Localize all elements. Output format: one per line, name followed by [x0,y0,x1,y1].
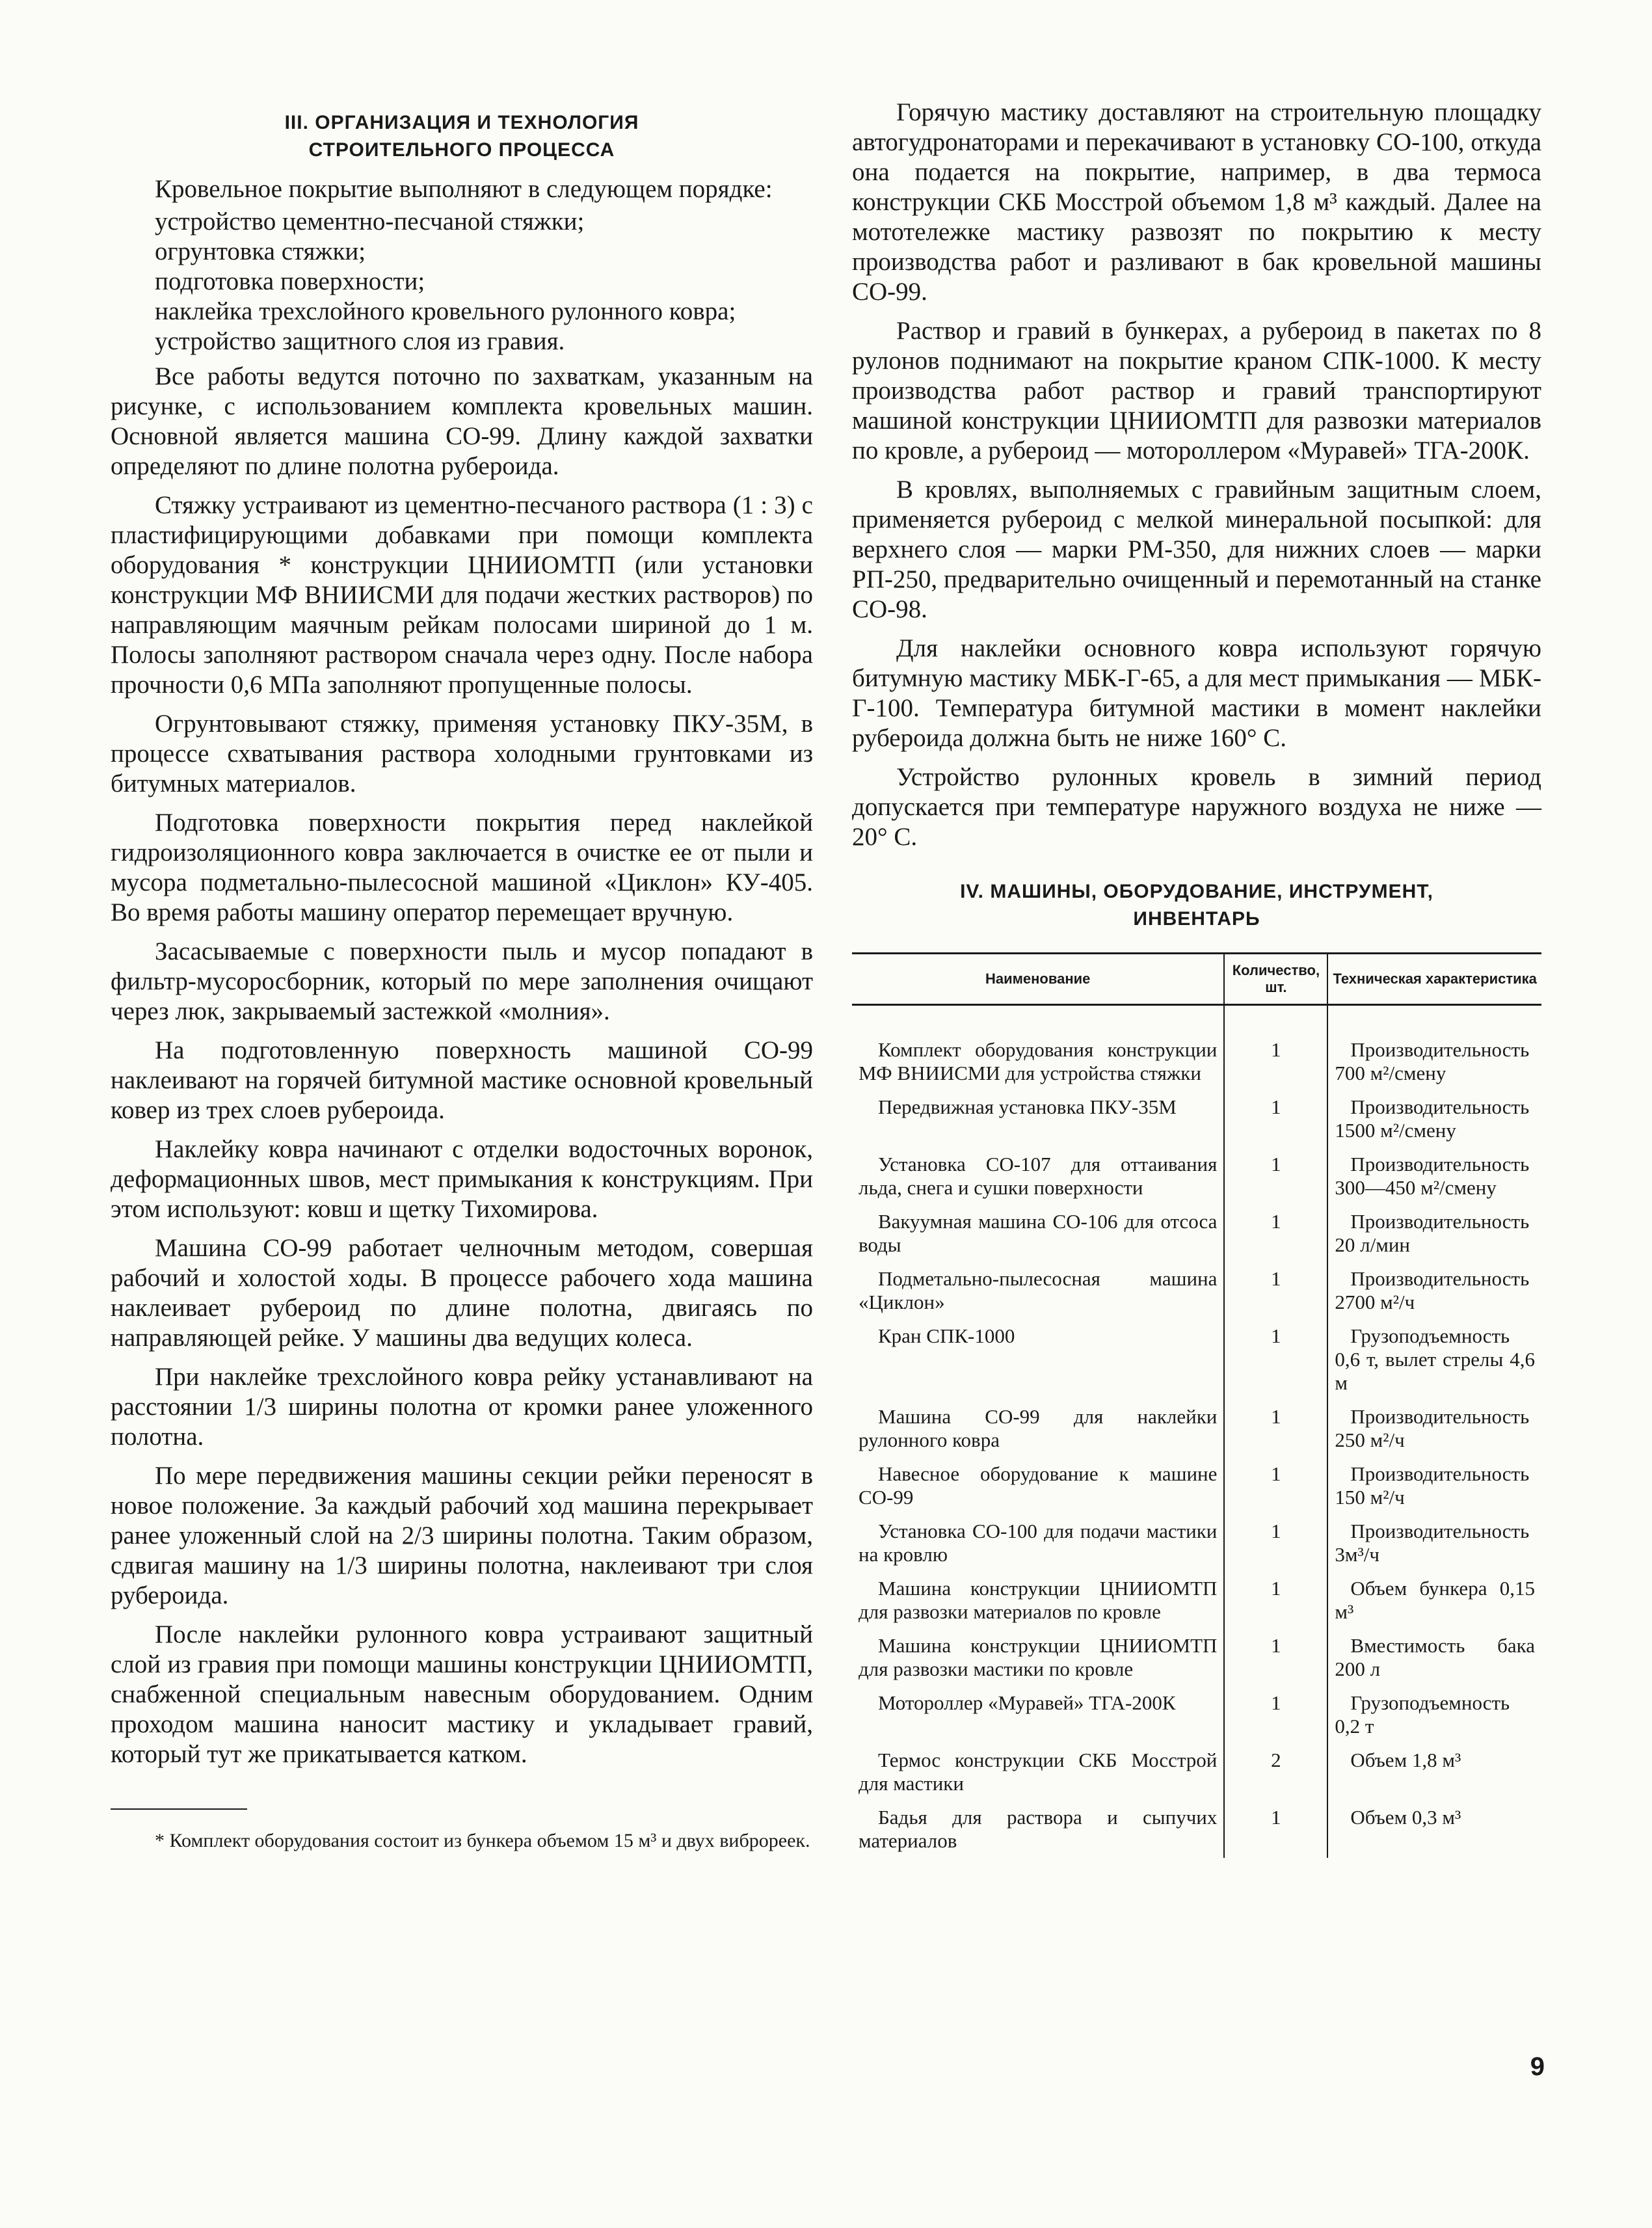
cell-spec-text: Производительность 1500 м²/смену [1335,1095,1530,1142]
table-row [852,1686,1541,1743]
cell-spec [1327,1514,1541,1572]
cell-name: Машина конструкции ЦНИИОМТП для развозки мастики по кровле [859,1634,1218,1680]
column-header-qty: Количество, шт. [1224,954,1327,1005]
cell-spec [1327,1205,1541,1262]
cell-spec-text: Объем бункера 0,15 м³ [1335,1577,1535,1623]
process-step: устройство цементно-песчаной стяжки; [155,208,585,235]
section-3-title-line1: III. ОРГАНИЗАЦИЯ И ТЕХНОЛОГИЯ [284,112,639,133]
table-body [852,1005,1541,1859]
body-paragraph: Подготовка поверхности покрытия перед наклейкой гидроизоляционного ковра заключается в очистке ее от пыли и мусора подметально-пылесосной машиной «Циклон» КУ-405. Во время работы машину оператор перемещает вручную. [111,809,813,926]
cell-spec-text: Производительность 150 м²/ч [1335,1462,1530,1509]
cell-name: Подметально-пылесосная машина «Циклон» [859,1267,1218,1313]
cell-name: Машина СО-99 для наклейки рулонного ковра [859,1405,1218,1451]
footnote-divider [111,1808,247,1810]
cell-spec [1327,1148,1541,1205]
column-header-name: Наименование [852,954,1224,1005]
body-paragraph: При наклейке трехслойного ковра рейку устанавливают на расстоянии 1/3 ширины полотна от кромки ранее уложенного полотна. [111,1363,813,1451]
right-column [852,98,1541,1858]
body-paragraph: Раствор и гравий в бункерах, а рубероид в пакетах по 8 рулонов поднимают на покрытие краном СПК-1000. К месту производства работ раствор и гравий транспортируют машиной конструкции ЦНИИОМТП для развозки материалов по кровле, а рубероид — мотороллером «Муравей» ТГА-200К. [852,317,1541,464]
cell-name: Передвижная установка ПКУ-35М [878,1095,1177,1118]
cell-qty: 1 [1224,1686,1327,1743]
cell-spec-text: Грузоподъемность 0,6 т, вылет стрелы 4,6 м [1335,1324,1535,1394]
table-row [852,1205,1541,1262]
left-column [111,98,813,1872]
cell-spec [1327,1629,1541,1686]
intro-paragraph: Кровельное покрытие выполняют в следующем порядке: [155,175,773,203]
cell-spec-text: Производительность 250 м²/ч [1335,1405,1530,1451]
cell-qty: 1 [1224,1262,1327,1319]
cell-qty: 2 [1224,1743,1327,1801]
section-4-title-line2: ИНВЕНТАРЬ [1133,908,1260,930]
table-row [852,1400,1541,1457]
cell-name: Навесное оборудование к машине СО-99 [859,1462,1218,1509]
body-paragraph: Машина СО-99 работает челночным методом, совершая рабочий и холостой ходы. В процессе рабочего хода машина наклеивает рубероид по длине полотна, двигаясь по направляющей рейке. У машины два ведущих колеса. [111,1234,813,1352]
cell-name: Бадья для раствора и сыпучих материалов [859,1806,1218,1852]
cell-name: Термос конструкции СКБ Мосстрой для мастики [859,1749,1218,1795]
cell-spec [1327,1090,1541,1148]
cell-name: Установка СО-100 для подачи мастики на кровлю [859,1520,1218,1566]
table-spacer-row [852,1005,1541,1034]
body-paragraph: Огрунтовывают стяжку, применяя установку ПКУ-35М, в процессе схватывания раствора холодными грунтовками из битумных материалов. [111,710,813,798]
cell-spec-text: Грузоподъемность 0,2 т [1335,1691,1510,1738]
cell-spec [1327,1743,1541,1801]
process-step: огрунтовка стяжки; [155,237,366,265]
cell-spec-text: Производительность 2700 м²/ч [1335,1267,1530,1313]
cell-name: Кран СПК-1000 [878,1324,1015,1347]
cell-spec [1327,1033,1541,1090]
section-3-title [111,109,813,164]
process-step: устройство защитного слоя из гравия. [155,327,565,355]
table-row [852,1743,1541,1801]
cell-spec [1327,1801,1541,1858]
table-row [852,1033,1541,1090]
cell-qty: 1 [1224,1400,1327,1457]
cell-qty: 1 [1224,1319,1327,1400]
cell-qty: 1 [1224,1801,1327,1858]
cell-spec-text: Производительность 20 л/мин [1335,1210,1530,1256]
section-3-title-line2: СТРОИТЕЛЬНОГО ПРОЦЕССА [308,139,615,161]
table-row [852,1457,1541,1514]
cell-name: Комплект оборудования конструкции МФ ВНИИСМИ для устройства стяжки [859,1038,1218,1084]
cell-spec [1327,1686,1541,1743]
process-step: подготовка поверхности; [155,267,425,295]
cell-spec-text: Производительность 3м³/ч [1335,1520,1530,1566]
table-row [852,1572,1541,1629]
cell-qty: 1 [1224,1514,1327,1572]
cell-spec [1327,1457,1541,1514]
body-paragraph: Стяжку устраивают из цементно-песчаного раствора (1 : 3) с пластифицирующими добавками при помощи комплекта оборудования * конструкции ЦНИИОМТП (или установки конструкции МФ ВНИИСМИ для подачи жестких растворов) по направляющим маячным рейкам полосами шириной до 1 м. Полосы заполняют раствором сначала через одну. После набора прочности 0,6 МПа заполняют пропущенные полосы. [111,491,813,699]
equipment-table [852,952,1541,1858]
cell-qty: 1 [1224,1148,1327,1205]
body-paragraph: Для наклейки основного ковра используют горячую битумную мастику МБК-Г-65, а для мест примыкания — МБК-Г-100. Температура битумной мастики в момент наклейки рубероида должна быть не ниже 160° С. [852,634,1541,752]
cell-name: Установка СО-107 для оттаивания льда, снега и сушки поверхности [859,1153,1218,1199]
table-row [852,1262,1541,1319]
page-number: 9 [1530,2052,1545,2081]
cell-name: Машина конструкции ЦНИИОМТП для развозки материалов по кровле [859,1577,1218,1623]
body-paragraph: Все работы ведутся поточно по захваткам, указанным на рисунке, с использованием комплекта кровельных машин. Основной является машина СО-99. Длину каждой захватки определяют по длине полотна рубероида. [111,362,813,480]
table-row [852,1629,1541,1686]
cell-name: Вакуумная машина СО-106 для отсоса воды [859,1210,1218,1256]
cell-spec-text: Вместимость бака 200 л [1335,1634,1535,1680]
cell-qty: 1 [1224,1090,1327,1148]
cell-spec [1327,1400,1541,1457]
cell-name: Мотороллер «Муравей» ТГА-200К [878,1691,1176,1714]
body-paragraph: Наклейку ковра начинают с отделки водосточных воронок, деформационных швов, мест примыкания к конструкциям. При этом используют: ковш и щетку Тихомирова. [111,1135,813,1223]
column-header-spec: Техническая характеристика [1327,954,1541,1005]
table-row [852,1319,1541,1400]
body-paragraph: По мере передвижения машины секции рейки переносят в новое положение. За каждый рабочий ход машина перекрывает ранее уложенный слой на 2/3 ширины полотна. Таким образом, сдвигая машину на 1/3 ширины полотна, наклеивают три слоя рубероида. [111,1462,813,1609]
table-row [852,1148,1541,1205]
body-paragraph: После наклейки рулонного ковра устраивают защитный слой из гравия при помощи машины конструкции ЦНИИОМТП, снабженной специальным навесным оборудованием. Одним проходом машина наносит мастику и укладывает гравий, который тут же прикатывается катком. [111,1620,813,1768]
cell-qty: 1 [1224,1629,1327,1686]
cell-spec [1327,1572,1541,1629]
cell-spec [1327,1319,1541,1400]
body-paragraph: Горячую мастику доставляют на строительную площадку автогудронаторами и перекачивают в установку СО-100, откуда она подается на покрытие, например, в два термоса конструкции СКБ Мосстрой объемом 1,8 м³ каждый. Далее на мототележке мастику развозят по покрытию к месту производства работ и разливают в бак кровельной машины СО-99. [852,98,1541,306]
cell-spec-text: Объем 0,3 м³ [1350,1806,1461,1829]
section-4-title-line1: IV. МАШИНЫ, ОБОРУДОВАНИЕ, ИНСТРУМЕНТ, [960,881,1433,902]
process-step: наклейка трехслойного кровельного рулонного ковра; [155,297,736,325]
cell-qty: 1 [1224,1457,1327,1514]
cell-qty: 1 [1224,1205,1327,1262]
body-paragraph: Устройство рулонных кровель в зимний период допускается при температуре наружного воздуха не ниже —20° С. [852,763,1541,851]
body-paragraph: В кровлях, выполняемых с гравийным защитным слоем, применяется рубероид с мелкой минеральной посыпкой: для верхнего слоя — марки РМ-350, для нижних слоев — марки РП-250, предварительно очищенный и перемотанный на станке СО-98. [852,476,1541,623]
cell-spec-text: Производительность 300—450 м²/смену [1335,1153,1530,1199]
cell-spec-text: Производительность 700 м²/смену [1335,1038,1530,1084]
cell-spec-text: Объем 1,8 м³ [1350,1749,1461,1771]
footnote: * Комплект оборудования состоит из бункера объемом 15 м³ и двух виброреек. [155,1830,810,1851]
body-paragraph: Засасываемые с поверхности пыль и мусор попадают в фильтр-мусоросборник, который по мере заполнения очищают через люк, закрываемый застежкой «молния». [111,937,813,1025]
cell-qty: 1 [1224,1572,1327,1629]
cell-spec [1327,1262,1541,1319]
table-header-row [852,954,1541,1005]
body-paragraph: На подготовленную поверхность машиной СО-99 наклеивают на горячей битумной мастике основной кровельный ковер из трех слоев рубероида. [111,1036,813,1124]
table-row [852,1514,1541,1572]
section-4-title [852,878,1541,933]
process-steps-list [111,207,813,356]
cell-qty: 1 [1224,1033,1327,1090]
table-row [852,1801,1541,1858]
table-row [852,1090,1541,1148]
